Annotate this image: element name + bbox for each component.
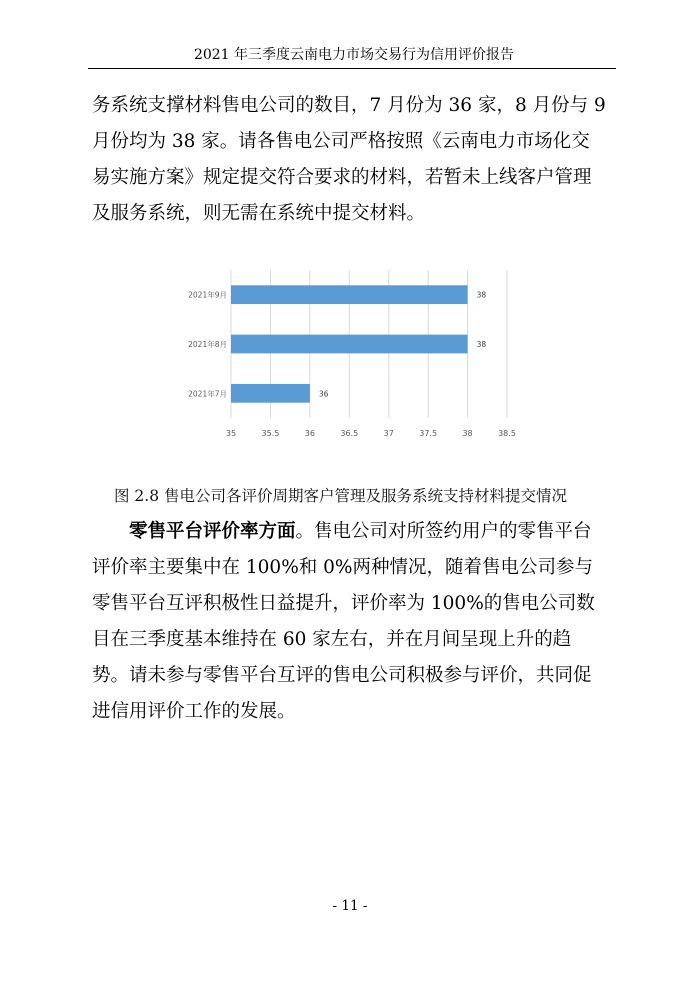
data-label: 38 xyxy=(476,340,487,349)
figure-caption: 图 2.8 售电公司各评价周期客户管理及服务系统支持材料提交情况 xyxy=(114,487,568,505)
paragraph-submission-count: 务系统支撑材料售电公司的数目，7 月份为 36 家，8 月份与 9 月份均为 38 家。请各售电公司严格按照《云南电力市场化交易实施方案》规定提交符合要求的材料，若暂未上线客户管理及服务系统，则无需在系统中提交材料。 xyxy=(92,95,606,224)
data-label: 36 xyxy=(318,389,329,399)
bar xyxy=(231,335,468,354)
x-tick-label: 36.5 xyxy=(340,429,359,438)
bar-chart xyxy=(180,268,520,468)
category-label: 2021年7月 xyxy=(188,389,227,399)
category-label: 2021年9月 xyxy=(188,290,227,300)
x-tick-label: 37 xyxy=(383,429,394,438)
category-label: 2021年8月 xyxy=(188,340,227,349)
chart-labels xyxy=(188,290,516,438)
paragraph-body: 。售电公司对所签约用户的零售平台评价率主要集中在 100%和 0%两种情况，随着售电公司参与零售平台互评积极性日益提升，评价率为 100%的售电公司数目在三季度基本维持在 60 家左右，并在月间呈现上升的趋势。请未参与零售平台互评的售电公司积极参与评价，共同促进信用评价工作的发展。 xyxy=(92,521,595,722)
x-tick-label: 35 xyxy=(225,429,237,438)
bar xyxy=(231,384,310,403)
x-tick-label: 36 xyxy=(304,429,315,438)
x-tick-label: 38 xyxy=(462,429,473,438)
page-number: - 11 - xyxy=(332,898,368,914)
paragraph-retail-rating xyxy=(92,514,608,730)
report-header: 2021 年三季度云南电力市场交易行为信用评价报告 xyxy=(193,47,515,63)
x-tick-label: 37.5 xyxy=(419,429,438,438)
x-tick-label: 35.5 xyxy=(261,429,280,438)
data-label: 38 xyxy=(476,290,487,300)
x-tick-label: 38.5 xyxy=(498,429,516,438)
paragraph-lead-bold: 零售平台评价率方面 xyxy=(129,521,296,542)
bar xyxy=(231,285,468,304)
header-divider xyxy=(88,68,616,69)
